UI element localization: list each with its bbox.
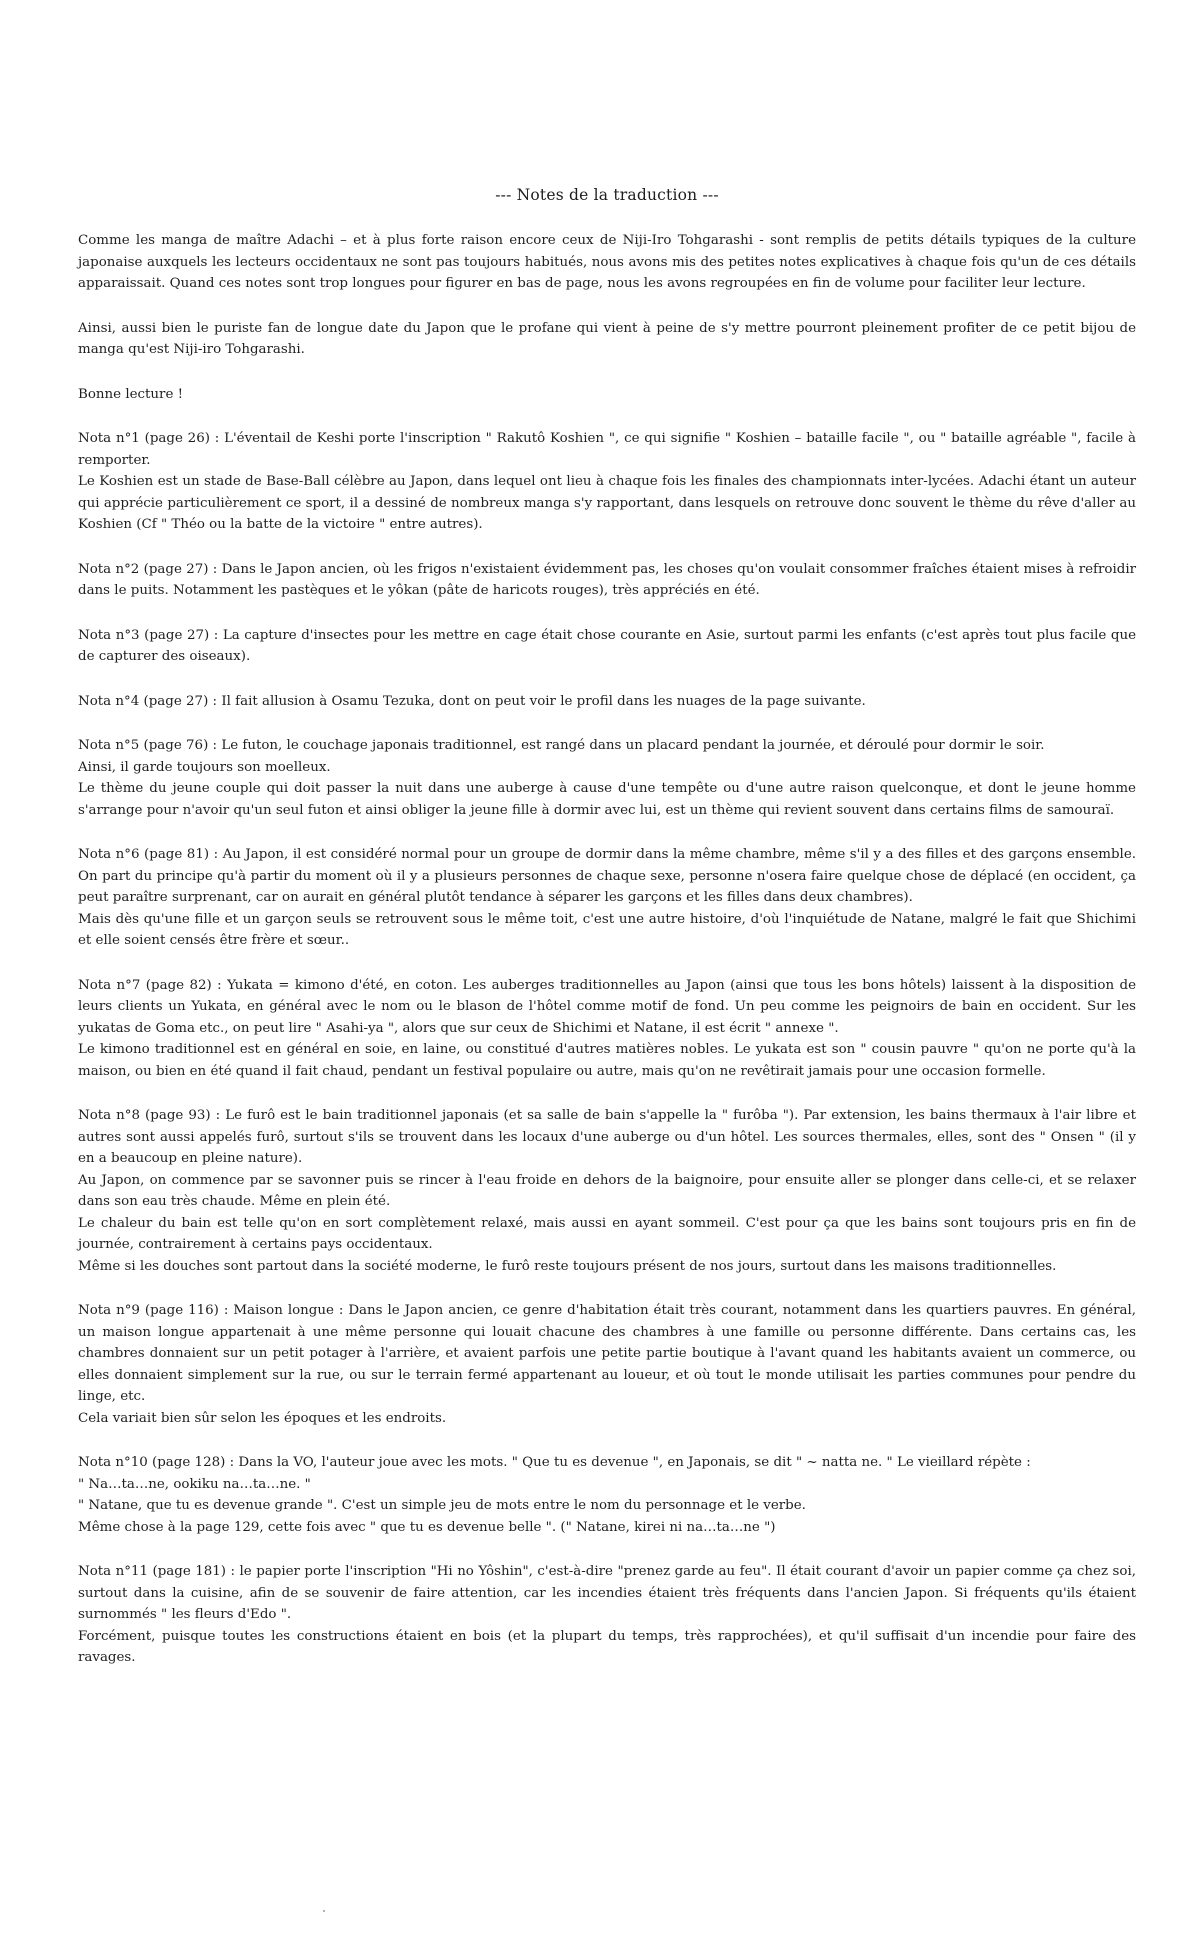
note-paragraph: Ainsi, il garde toujours son moelleux. (78, 759, 331, 775)
translation-notes-page (78, 186, 1136, 1692)
note-paragraph: Nota n°7 (page 82) : Yukata = kimono d'été, en coton. Les auberges traditionnelles au Japon (ainsi que tous les bons hôtels) laissent à la disposition de leurs clients un Yukata, en général avec le nom ou le blason de l'hôtel comme motif de fond. Un peu comme les peignoirs de bain en occident. Sur les yukatas de Goma etc., on peut lire " Asahi-ya ", alors que sur ceux de Shichimi et Natane, il est écrit " annexe ". (78, 977, 1136, 1036)
note-11 (78, 1561, 1136, 1669)
note-paragraph: Nota n°8 (page 93) : Le furô est le bain traditionnel japonais (et sa salle de bain s'appelle la " furôba "). Par extension, les bains thermaux à l'air libre et autres sont aussi appelés furô, surtout s'ils se trouvent dans les locaux d'une auberge ou d'un hôtel. Les sources thermales, elles, sont des " Onsen " (il y en a beaucoup en pleine nature). (78, 1108, 1136, 1166)
note-5 (78, 735, 1136, 821)
note-paragraph: Le chaleur du bain est telle qu'on en sort complètement relaxé, mais aussi en ayant sommeil. C'est pour ça que les bains sont toujours pris en fin de journée, contrairement à certains pays occidentaux. (78, 1215, 1136, 1252)
note-9 (78, 1300, 1136, 1429)
note-paragraph: Nota n°6 (page 81) : Au Japon, il est considéré normal pour un groupe de dormir dans la même chambre, même s'il y a des filles et des garçons ensemble. On part du principe qu'à partir du moment où il y a plusieurs personnes de chaque sexe, personne n'osera faire quelque chose de déplacé (en occident, ça peut paraître surprenant, car on aurait en général plutôt tendance à séparer les garçons et les filles dans deux chambres). (78, 847, 1136, 905)
note-paragraph: Cela variait bien sûr selon les époques et les endroits. (78, 1410, 447, 1426)
note-1 (78, 428, 1136, 536)
note-paragraph: Le Koshien est un stade de Base-Ball célèbre au Japon, dans lequel ont lieu à chaque fois les finales des championnats inter-lycées. Adachi étant un auteur qui apprécie particulièrement ce sport, il a dessiné de nombreux manga s'y rapportant, dans lesquels on retrouve donc souvent le thème du rêve d'aller au Koshien (Cf " Théo ou la batte de la victoire " entre autres). (78, 474, 1136, 532)
note-paragraph: Nota n°4 (page 27) : Il fait allusion à Osamu Tezuka, dont on peut voir le profil dans les nuages de la page suivante. (78, 693, 866, 709)
note-paragraph: Le kimono traditionnel est en général en soie, en laine, ou constitué d'autres matières nobles. Le yukata est son " cousin pauvre " qu'on ne porte qu'à la maison, ou bien en été quand il fait chaud, pendant un festival populaire ou autre, mais qu'on ne revêtirait jamais pour une occasion formelle. (78, 1042, 1136, 1079)
note-3 (78, 625, 1136, 668)
note-paragraph: Même chose à la page 129, cette fois avec " que tu es devenue belle ". (" Natane, kirei ni na…ta…ne ") (78, 1519, 776, 1535)
note-4 (78, 691, 1136, 713)
note-paragraph: Forcément, puisque toutes les constructions étaient en bois (et la plupart du temps, très rapprochées), et qu'il suffisait d'un incendie pour faire des ravages. (78, 1628, 1136, 1665)
note-paragraph: Nota n°10 (page 128) : Dans la VO, l'auteur joue avec les mots. " Que tu es devenue ", en Japonais, se dit " ~ natta ne. " Le vieillard répète : (78, 1455, 1031, 1470)
note-paragraph: Nota n°2 (page 27) : Dans le Japon ancien, où les frigos n'existaient évidemment pas, les choses qu'on voulait consommer fraîches étaient mises à refroidir dans le puits. Notamment les pastèques et le yôkan (pâte de haricots rouges), très appréciés en été. (78, 561, 1136, 598)
notes-list (78, 428, 1136, 1669)
note-10 (78, 1452, 1136, 1538)
note-2 (78, 559, 1136, 602)
note-paragraph: Au Japon, on commence par se savonner puis se rincer à l'eau froide en dehors de la baignoire, pour ensuite aller se plonger dans celle-ci, et se relaxer dans son eau très chaude. Même en plein été. (78, 1172, 1136, 1209)
intro-paragraph-2: Ainsi, aussi bien le puriste fan de longue date du Japon que le profane qui vient à peine de s'y mettre pourront pleinement profiter de ce petit bijou de manga qu'est Niji-iro Tohgarashi. (78, 320, 1136, 357)
note-paragraph: Nota n°1 (page 26) : L'éventail de Keshi porte l'inscription " Rakutô Koshien ", ce qui signifie " Koshien – bataille facile ", ou " bataille agréable ", facile à remporter. (78, 431, 1136, 468)
note-paragraph: Le thème du jeune couple qui doit passer la nuit dans une auberge à cause d'une tempête ou d'une autre raison quelconque, et dont le jeune homme s'arrange pour n'avoir qu'un seul futon et ainsi obliger la jeune fille à dormir avec lui, est un thème qui revient souvent dans certains films de samouraï. (78, 781, 1136, 818)
note-6 (78, 844, 1136, 952)
note-paragraph: Nota n°9 (page 116) : Maison longue : Dans le Japon ancien, ce genre d'habitation était très courant, notamment dans les quartiers pauvres. En général, un maison longue appartenait à une même personne qui louait chacune des chambres à une famille ou personne différente. Dans certains cas, les chambres donnaient sur un petit potager à l'arrière, et avaient parfois une petite partie boutique à l'avant quand les habitants avaient un commerce, ou elles donnaient simplement sur la rue, ou sur le terrain fermé appartenant au loueur, et où tout le monde utilisait les parties communes pour pendre du linge, etc. (78, 1303, 1136, 1404)
page-speck (323, 1910, 325, 1912)
note-paragraph: Nota n°3 (page 27) : La capture d'insectes pour les mettre en cage était chose courante en Asie, surtout parmi les enfants (c'est après tout plus facile que de capturer des oiseaux). (78, 627, 1136, 664)
greeting: Bonne lecture ! (78, 386, 184, 402)
note-paragraph: Nota n°5 (page 76) : Le futon, le couchage japonais traditionnel, est rangé dans un placard pendant la journée, et déroulé pour dormir le soir. (78, 738, 1045, 753)
note-8 (78, 1105, 1136, 1277)
note-paragraph: " Natane, que tu es devenue grande ". C'est un simple jeu de mots entre le nom du personnage et le verbe. (78, 1498, 806, 1513)
note-7 (78, 975, 1136, 1083)
note-paragraph: Mais dès qu'une fille et un garçon seuls se retrouvent sous le même toit, c'est une autre histoire, d'où l'inquiétude de Natane, malgré le fait que Shichimi et elle soient censés être frère et sœur.. (78, 911, 1136, 948)
page-title: --- Notes de la traduction --- (495, 186, 719, 204)
note-paragraph: " Na…ta…ne, ookiku na…ta…ne. " (78, 1476, 311, 1492)
note-paragraph: Même si les douches sont partout dans la société moderne, le furô reste toujours présent de nos jours, surtout dans les maisons traditionnelles. (78, 1258, 1057, 1274)
note-paragraph: Nota n°11 (page 181) : le papier porte l'inscription "Hi no Yôshin", c'est-à-dire "prenez garde au feu". Il était courant d'avoir un papier comme ça chez soi, surtout dans la cuisine, afin de se souvenir de faire attention, car les incendies étaient très fréquents dans l'ancien Japon. Si fréquents qu'ils étaient surnommés " les fleurs d'Edo ". (78, 1564, 1136, 1622)
intro-paragraph: Comme les manga de maître Adachi – et à plus forte raison encore ceux de Niji-Iro Tohgarashi - sont remplis de petits détails typiques de la culture japonaise auxquels les lecteurs occidentaux ne sont pas toujours habitués, nous avons mis des petites notes explicatives à chaque fois qu'un de ces détails apparaissait. Quand ces notes sont trop longues pour figurer en bas de page, nous les avons regroupées en fin de volume pour faciliter leur lecture. (78, 233, 1136, 291)
